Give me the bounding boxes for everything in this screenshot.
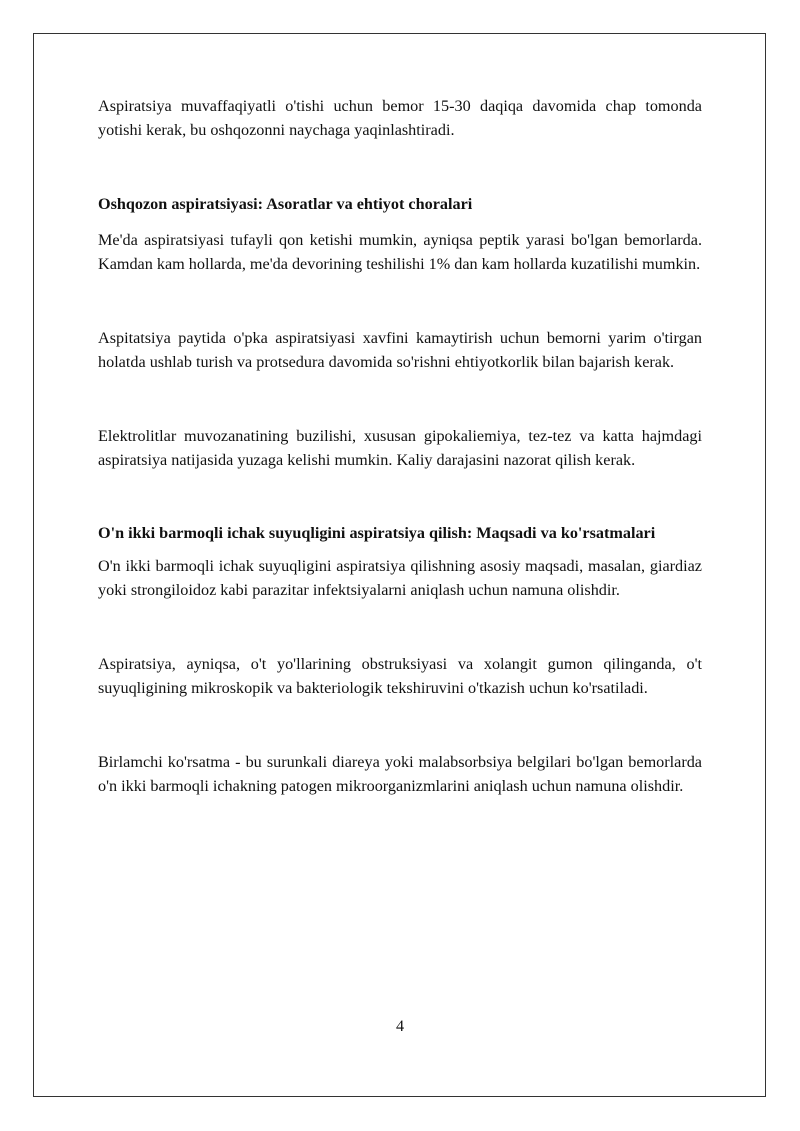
page-number: 4 — [395, 1017, 405, 1035]
section-heading: O'n ikki barmoqli ichak suyuqligini aspiratsiya qilish: Maqsadi va ko'rsatmalari — [98, 524, 656, 542]
document-body — [98, 94, 702, 798]
paragraph: O'n ikki barmoqli ichak suyuqligini aspiratsiya qilishning asosiy maqsadi, masalan, giardiaz yoki strongiloidoz kabi parazitar infektsiyalarni aniqlash uchun namuna olishdir. — [98, 557, 702, 599]
paragraph: Me'da aspiratsiyasi tufayli qon ketishi mumkin, ayniqsa peptik yarasi bo'lgan bemorlarda. Kamdan kam hollarda, me'da devorining teshilishi 1% dan kam hollarda kuzatilishi mumkin. — [98, 231, 702, 273]
paragraph: Aspitatsiya paytida o'pka aspiratsiyasi xavfini kamaytirish uchun bemorni yarim o'tirgan holatda ushlab turish va protsedura davomida so'rishni ehtiyotkorlik bilan bajarish kerak. — [98, 329, 702, 371]
paragraph: Elektrolitlar muvozanatining buzilishi, xususan gipokaliemiya, tez-tez va katta hajmdagi aspiratsiya natijasida yuzaga kelishi mumkin. Kaliy darajasini nazorat qilish kerak. — [98, 427, 702, 469]
paragraph: Aspiratsiya muvaffaqiyatli o'tishi uchun bemor 15-30 daqiqa davomida chap tomonda yotishi kerak, bu oshqozonni naychaga yaqinlashtiradi. — [98, 97, 702, 139]
paragraph: Aspiratsiya, ayniqsa, o't yo'llarining obstruksiyasi va xolangit gumon qilinganda, o't suyuqligining mikroskopik va bakteriologik tekshiruvini o'tkazish uchun ko'rsatiladi. — [98, 655, 702, 697]
paragraph: Birlamchi ko'rsatma - bu surunkali diareya yoki malabsorbsiya belgilari bo'lgan bemorlarda o'n ikki barmoqli ichakning patogen mikroorganizmlarini aniqlash uchun namuna olishdir. — [98, 753, 702, 795]
section-heading: Oshqozon aspiratsiyasi: Asoratlar va ehtiyot choralari — [98, 195, 473, 213]
